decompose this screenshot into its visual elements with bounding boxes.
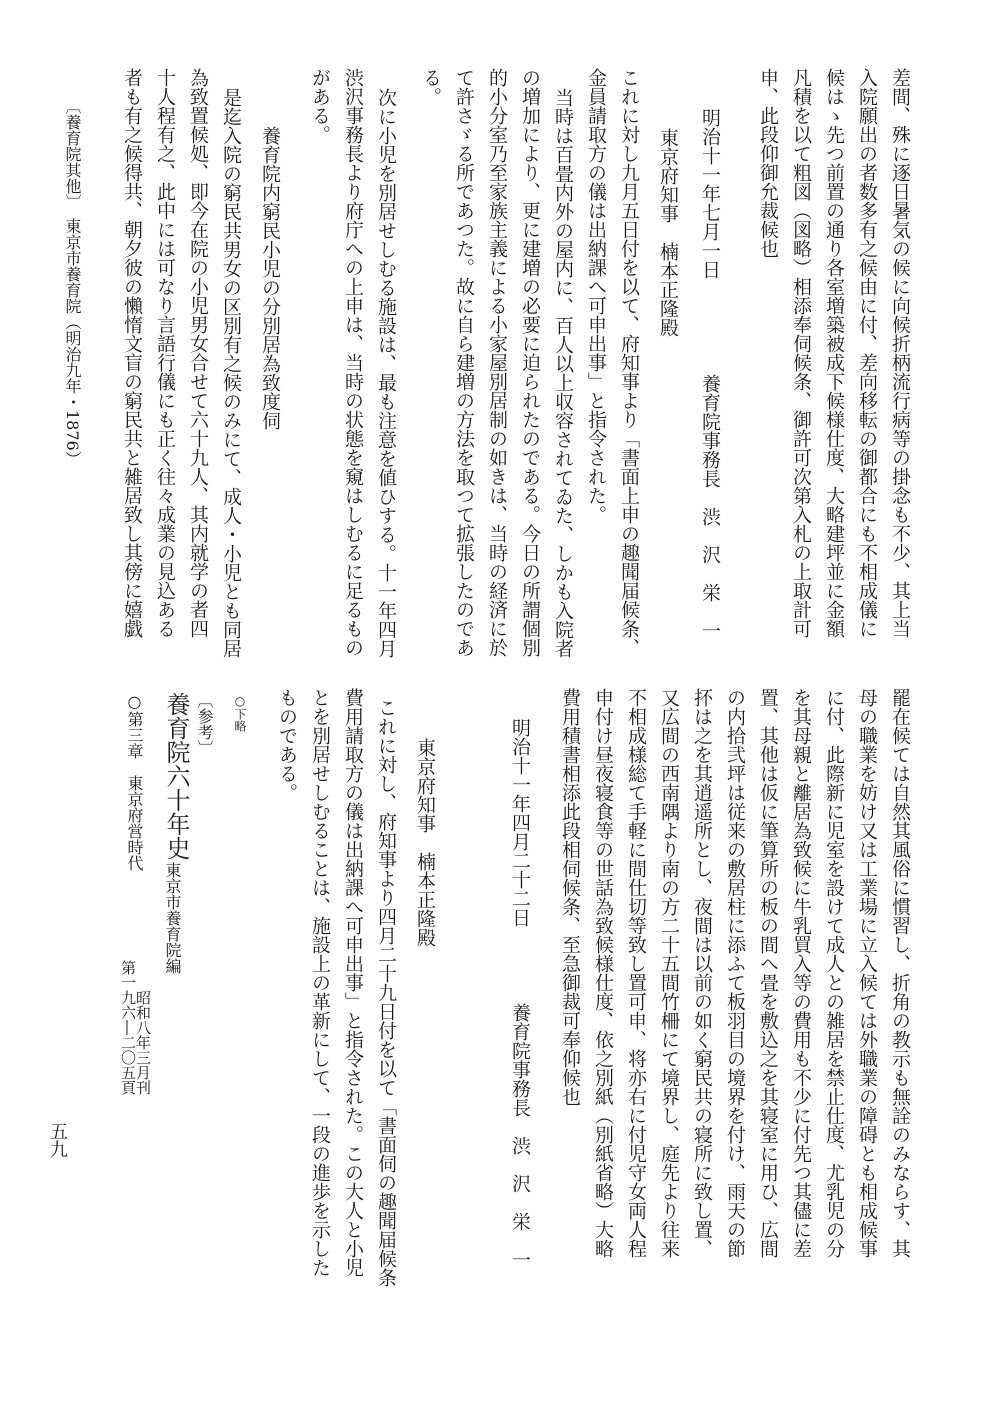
text-line: 候はゝ先つ前置の通り各室増築被成下候様仕度、大略建坪並に金額 [823,68,845,638]
text-line: 者も有之候得共、朝夕彼の懶惰文盲の窮民共と雑居致し其傍に嬉戯 [121,68,143,638]
text-line: 的小分室乃至家族主義による小家屋別居制の如きは、当時の経済に於 [486,68,508,657]
text-line: 母の職業を妨け又は工業場に立入候ては外職業の障碍とも相成候事 [856,688,878,1258]
text-line: 差間、殊に逐日暑気の候に向候折柄流行病等の掛念も不少、其上当 [889,68,911,638]
text-line: に付、此際新に児室を設けて成人との雑居を禁止仕度、尤乳児の分 [823,688,845,1258]
text-line: の増加により、更に建増の必要に迫られたのである。今日の所謂個別 [519,68,541,657]
document-heading: 養育院内窮民小児の分別居為致度伺 [259,126,281,430]
text-line: の内拾弐坪は従来の敷居柱に添ふて板羽目の境界を付け、雨天の節 [724,688,746,1258]
text-line: 当時は百畳内外の屋内に、百人以上収容されてゐた、しかも入院者 [552,88,574,658]
text-line: これに対し、府知事より四月二十九日付を以て「書面伺の趣聞届候条 [375,698,397,1287]
text-line: がある。 [309,68,331,144]
book-editor: 東京市養育院編 [163,862,182,974]
text-line: 抔は之を其逍遥所とし、夜間は以前の如く窮民共の寝所に致し置、 [691,688,713,1258]
text-line: 置、其他は仮に筆算所の板の間へ畳を敷込之を其寝室に用ひ、広間 [757,688,779,1258]
page-range: 第一九六―二〇五頁 [119,960,137,1095]
text-line: とを別居せしむることは、施設上の革新にして、一段の進歩を示した [309,688,331,1277]
text-line: 入院願出の者数多有之候由に付、差向移転の御都合にも不相成儀に [856,68,878,638]
text-line: ものである。 [276,688,298,802]
text-line: 金員請取方の儀は出納課へ可申出事」と指令された。 [585,68,607,524]
text-line: 次に小児を別居せしむる施設は、最も注意を値ひする。十一年四月 [375,88,397,658]
text-line: る。 [420,68,442,106]
date-signature-line: 明治十一年七月一日 養育院事務長 渋 沢 栄 一 [699,108,721,640]
text-line: 費用積書相添此段相伺候条、至急御裁可奉仰候也 [559,688,581,1106]
addressee-line: 東京府知事 楠本正隆殿 [414,738,436,947]
date-signature-line: 明治十一年四月二十二日 養育院事務長 渋 沢 栄 一 [509,718,531,1269]
text-line: 渋沢事務長より府庁への上申は、当時の状態を窺はしむるに足るもの [342,68,364,657]
text-line: 申付け昼夜寝食等の世話為致候様仕度、依之別紙（別紙省略）大略 [592,688,614,1258]
text-line: 不相成様総て手軽に間仕切等致し置可申、将亦右に付児守女両人程 [625,688,647,1258]
text-line: 是迄入院の窮民共男女の区別有之候のみにて、成人・小児とも同居 [220,88,242,658]
book-title: 養育院六十年史 [162,692,190,860]
text-line: 為致置候処、即今在院の小児男女合せて六十九人、其内就学の者四 [187,68,209,638]
omission-note: ○下略 [233,694,247,732]
addressee-line: 東京府知事 楠本正隆殿 [657,128,679,337]
text-line: 罷在候ては自然其風俗に慣習し、折角の教示も無詮のみならす、其 [889,688,911,1258]
text-line: 十人程有之、此中には可なり言語行儀にも正く往々成業の見込ある [154,68,176,638]
text-line: これに対し九月五日付を以て、府知事より「書面上申の趣聞届候条、 [618,68,640,657]
reference-label: 〔参考〕 [195,692,214,756]
text-line: 費用請取方の儀は出納課へ可申出事」と指令された。この大人と小児 [342,688,364,1277]
text-line: て許さゞる所であつた。故に自ら建増の方法を取つて拡張したのであ [453,68,475,657]
text-line: 申、此段仰御允裁候也 [757,68,779,258]
source-note: 〔養育院其他〕 東京市養育院（明治九年・1876） [63,98,82,467]
chapter-note: ○第三章 東京府営時代 [125,692,144,871]
text-line: 凡積を以て粗図（図略）相添奉伺候条、御許可次第入札の上取計可 [790,68,812,638]
publication-date: 昭和八年三月刊 [134,990,152,1095]
text-line: を其母親と離居為致候に牛乳買入等の費用も不少に付先つ其儘に差 [790,688,812,1258]
publication-info [120,960,150,1099]
page-number: 五九 [47,1122,68,1158]
text-line: 又広間の西南隅より南の方二十五間竹柵にて境界し、庭先より往来 [658,688,680,1258]
